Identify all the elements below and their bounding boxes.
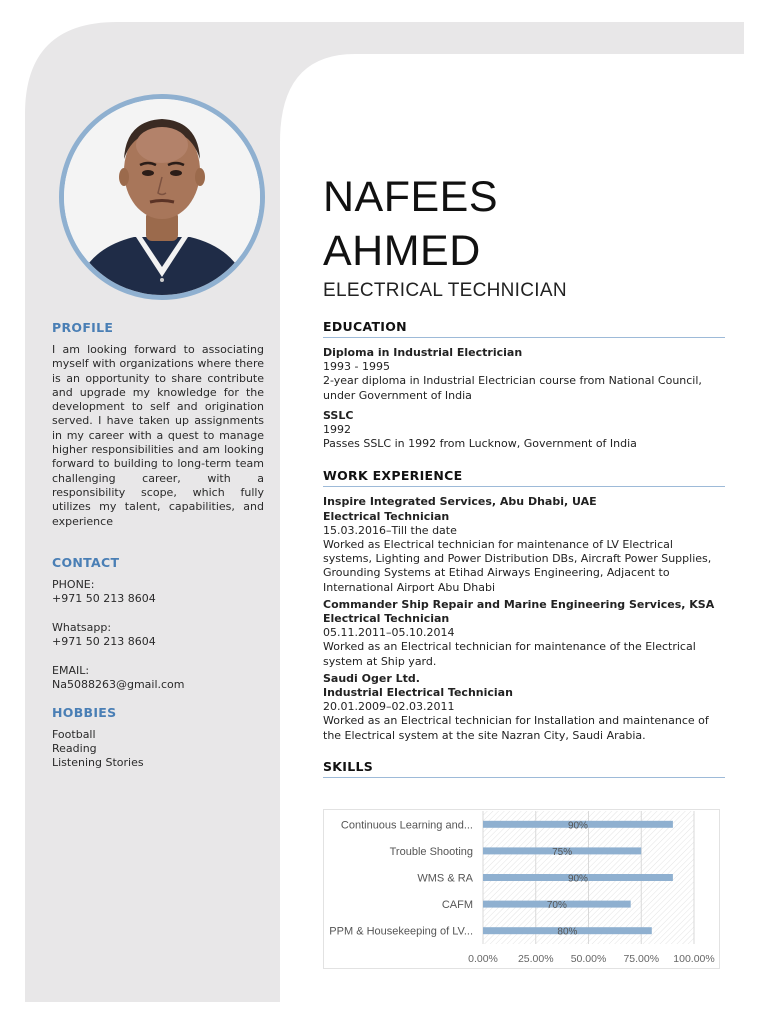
email-label: EMAIL: (52, 663, 90, 677)
name-first: NAFEES (323, 173, 499, 221)
chart-category-label: PPM & Housekeeping of LV... (329, 925, 473, 938)
work-desc: Worked as an Electrical technician for maintenance of the Electrical system at Ship yard. (323, 640, 696, 668)
education-dates: 1992 (323, 423, 351, 437)
work-role: Electrical Technician (323, 612, 450, 626)
job-title: ELECTRICAL TECHNICIAN (323, 280, 567, 301)
skills-chart (324, 810, 719, 968)
work-dates: 15.03.2016–Till the date (323, 523, 457, 537)
education-desc: 2-year diploma in Industrial Electrician course from National Council, under Government of India (323, 374, 702, 402)
work-entry (323, 598, 725, 669)
hobbies-list (52, 728, 264, 771)
education-title: SSLC (323, 408, 354, 422)
work-desc: Worked as an Electrical technician for Installation and maintenance of the Electrical system at the site Nazran City, Saudi Arabia. (323, 714, 709, 742)
work-dates: 20.01.2009–02.03.2011 (323, 700, 455, 714)
whatsapp-label: Whatsapp: (52, 620, 112, 634)
chart-data-label: 90% (567, 820, 588, 832)
work-heading: WORK EXPERIENCE (323, 468, 725, 487)
work-dates: 05.11.2011–05.10.2014 (323, 626, 455, 640)
contact-heading: CONTACT (52, 554, 120, 570)
contact-phone (52, 578, 264, 607)
education-entry (323, 346, 725, 403)
phone-value[interactable]: +971 50 213 8604 (52, 592, 156, 606)
chart-data-label: 75% (552, 846, 573, 858)
hobby-item: Reading (52, 742, 97, 756)
chart-category-label: Continuous Learning and... (340, 819, 473, 832)
education-desc: Passes SSLC in 1992 from Lucknow, Government of India (323, 437, 637, 451)
education-heading: EDUCATION (323, 319, 725, 338)
work-company: Saudi Oger Ltd. (323, 671, 420, 685)
profile-heading: PROFILE (52, 320, 114, 335)
email-value[interactable]: Na5088263@gmail.com (52, 678, 185, 692)
chart-category-label: Trouble Shooting (389, 845, 473, 858)
work-role: Industrial Electrical Technician (323, 686, 513, 700)
whatsapp-value[interactable]: +971 50 213 8604 (52, 635, 156, 649)
education-list (323, 346, 725, 451)
sidebar (52, 320, 264, 771)
chart-data-label: 90% (567, 873, 588, 885)
skills-heading: SKILLS (323, 759, 725, 778)
phone-label: PHONE: (52, 577, 95, 591)
work-entry (323, 672, 725, 743)
chart-x-tick-label: 0.00% (468, 953, 498, 965)
chart-x-tick-label: 50.00% (570, 953, 607, 965)
profile-text: I am looking forward to associating myself with organizations where there is an opportunity to share contribute and upgrade my knowledge for the development to self and origination served. I have taken up assignments in my career with a quest to manage higher responsibilities and am looking forward to building to long-term team challenging career, with a responsibility scope, which fully utilizes my talent, capabilities, and experience (52, 343, 264, 528)
work-desc: Worked as Electrical technician for maintenance of LV Electrical systems, Lighting and Power Distribution DBs, Aircraft Power Supplies, Grounding Systems at Etihad Airways Engineering, Adjacent to International Airport Abu Dhabi (323, 538, 712, 594)
contact-email (52, 664, 264, 693)
name-last: AHMED (323, 227, 481, 275)
hobby-item: Football (52, 727, 96, 741)
chart-category-label: WMS & RA (417, 872, 473, 885)
portrait-image (64, 99, 260, 295)
work-company: Inspire Integrated Services, Abu Dhabi, UAE (323, 495, 597, 509)
hobbies-heading: HOBBIES (52, 704, 117, 720)
chart-x-tick-label: 100.00% (673, 953, 715, 965)
contact-whatsapp (52, 621, 264, 650)
hobby-item: Listening Stories (52, 756, 144, 770)
chart-data-label: 70% (546, 900, 567, 912)
work-role: Electrical Technician (323, 509, 450, 523)
chart-category-label: CAFM (441, 899, 473, 912)
education-entry (323, 409, 725, 452)
skills-chart-frame (323, 809, 720, 969)
education-dates: 1993 - 1995 (323, 360, 390, 374)
work-entry (323, 495, 725, 594)
profile-photo (59, 94, 265, 300)
chart-x-tick-label: 25.00% (517, 953, 554, 965)
chart-data-label: 80% (557, 926, 578, 938)
education-title: Diploma in Industrial Electrician (323, 346, 523, 359)
chart-x-tick-label: 75.00% (623, 953, 660, 965)
work-list (323, 495, 725, 742)
work-company: Commander Ship Repair and Marine Engineering Services, KSA (323, 597, 715, 611)
main-content (323, 170, 725, 778)
